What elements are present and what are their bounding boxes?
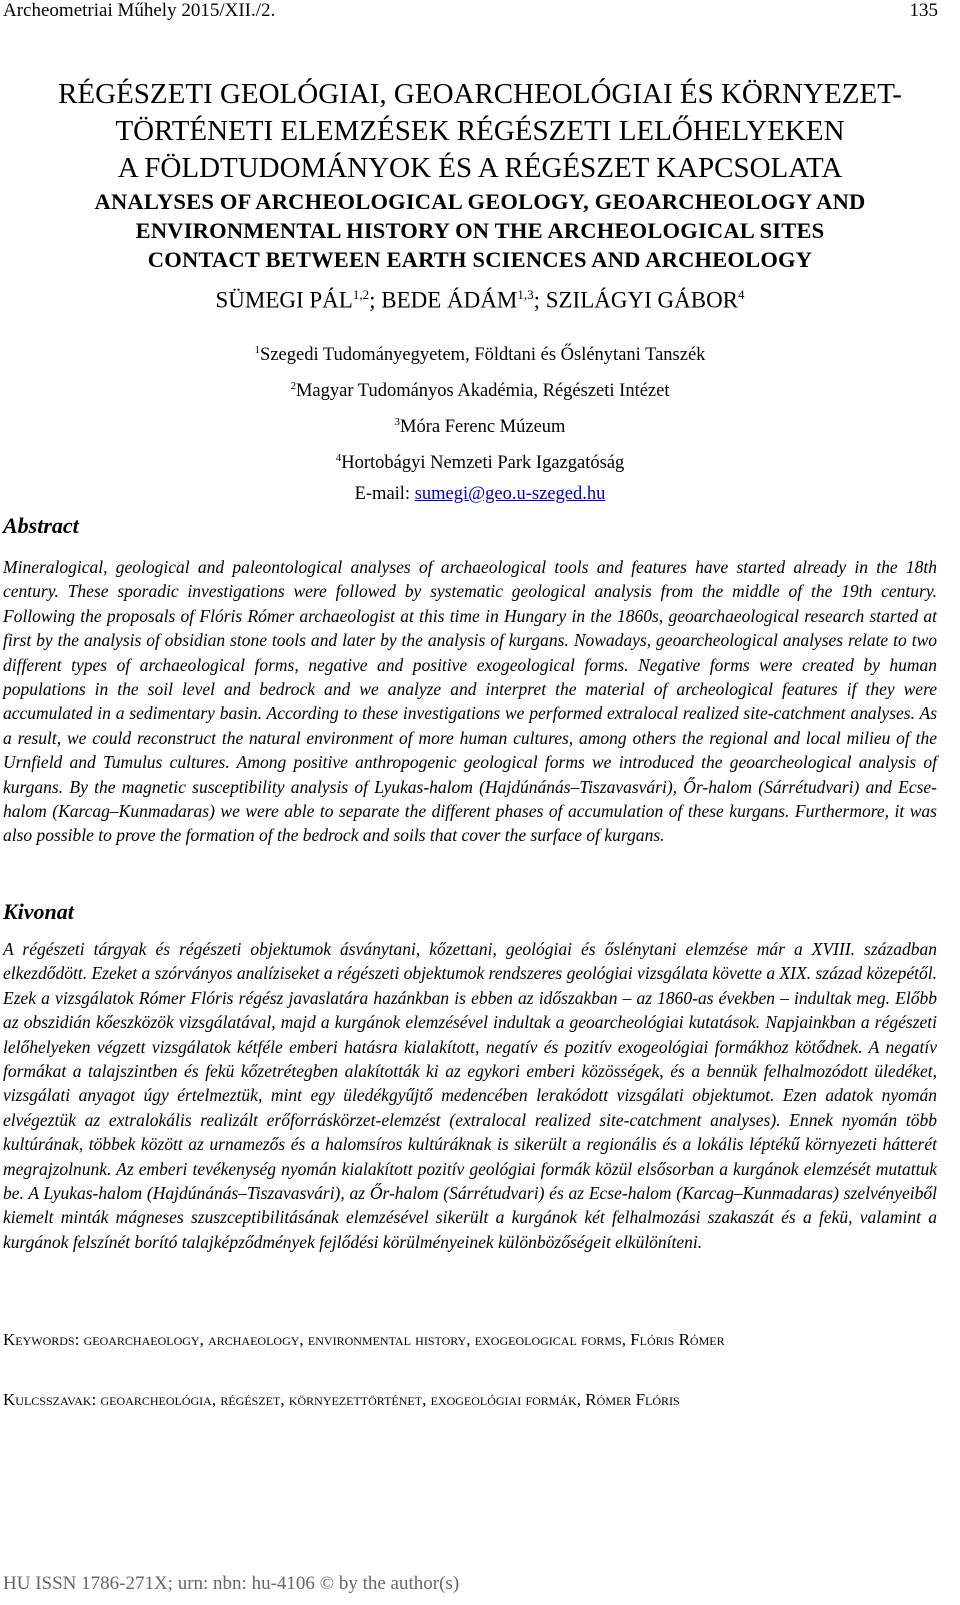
author-affiliation-mark: 1,2 bbox=[352, 287, 370, 302]
affiliation-number: 4 bbox=[335, 452, 342, 464]
abstract-text: Mineralogical, geological and paleontological analyses of archaeological tools and features have started already in the 18th century. These sporadic investigations were followed by systematic geological analysis from the middle of the 19th century. Following the proposals of Flóris Rómer archaeologist at this time in Hungary in the 1860s, geoarchaeological research started at first by the analysis of obsidian stone tools and later by the analysis of kurgans. Nowadays, geoarcheological analyses relate to two different types of archaeological forms, negative and positive exogeological forms. Negative forms were created by human populations in the soil level and bedrock and we analyze and interpret the material of archeological features if they were accumulated in a sedimentary basin. According to these investigations we performed extralocal realized site-catchment analyses. As a result, we could reconstruct the natural environment of more human cultures, among others the regional and local milieu of the Urnfield and Tumulus cultures. Among positive anthropogenic geological forms we introduced the geoarcheological analysis of kurgans. By the magnetic susceptibility analysis of Lyukas-halom (Hajdúnánás–Tiszavasvári), Őr-halom (Sárrétudvari) and Ecse-halom (Karcag–Kunmadaras) we were able to separate the different phases of accumulation of these kurgans. Furthermore, it was also possible to prove the formation of the bedrock and soils that cover the surface of kurgans. bbox=[3, 557, 937, 846]
affiliation-text: Szegedi Tudományegyetem, Földtani és Őslénytani Tanszék bbox=[260, 345, 706, 366]
journal-header: Archeometriai Műhely 2015/XII./2. bbox=[3, 0, 276, 21]
author-name: BEDE ÁDÁM bbox=[381, 287, 518, 313]
english-title-line: ENVIRONMENTAL HISTORY ON THE ARCHEOLOGICAL SITES bbox=[135, 218, 825, 243]
affiliation bbox=[0, 374, 960, 403]
affiliation-number: 2 bbox=[290, 380, 296, 392]
english-title-line: CONTACT BETWEEN EARTH SCIENCES AND ARCHEOLOGY bbox=[147, 247, 813, 272]
page-number: 135 bbox=[909, 0, 938, 21]
affiliation-text: Móra Ferenc Múzeum bbox=[400, 417, 566, 438]
keywords-hungarian: Kulcsszavak: geoarcheológia, régészet, környezettörténet, exogeológiai formák, Rómer Flóris bbox=[3, 1390, 680, 1409]
affiliation bbox=[0, 338, 960, 367]
english-title bbox=[0, 187, 960, 274]
author-name: SZILÁGYI GÁBOR bbox=[545, 287, 739, 313]
kivonat-text: A régészeti tárgyak és régészeti objektumok ásványtani, kőzettani, geológiai és őslénytani elemzése már a XVIII. században elkezdődött. Ezeket a szórványos analíziseket a régészeti objektumok rendszeres geológiai vizsgálata követte a XIX. század közepétől. Ezek a vizsgálatok Rómer Flóris régész javaslatára hazánkban is ebben az időszakban – az 1860-as években – indultak meg. Előbb az obszidián kőeszközök vizsgálatával, majd a kurgánok elemzésével indultak a geoarcheológiai kutatások. Napjainkban a régészeti lelőhelyeken végzett vizsgálatok kétféle emberi hatásra kialakított, negatív és pozitív exogeológiai formákhoz kötődnek. A negatív formákat a talajszintben és fekü kőzetrétegben alakították ki az egykori emberi közösségek, és a bennük felhalmozódott üledéket, vizsgálati anyagot úgy értelmeztük, mint egy üledékgyűjtő medencében lerakódott vizsgálati objektumot. Ezen adatok nyomán elvégeztük az extralokális realizált erőforráskörzet-elemzést (extralocal realized site-catchment analyses). Ennek nyomán több kultúrának, többek között az urnamezős és a halomsíros kultúráknak is sikerült a regionális és a lokális léptékű környezeti hátterét megrajzolnunk. Az emberi tevékenység nyomán kialakított pozitív geológiai formák közül elsősorban a kurgánok elemzését mutattuk be. A Lyukas-halom (Hajdúnánás–Tiszavasvári), az Őr-halom (Sárrétudvari) és az Ecse-halom (Karcag–Kunmadaras) szelvényeiből kiemelt minták mágneses szuszceptibilitásának elemzésével sikerült a kurgánok két felhalmozási szakaszát és a fekü, valamint a kurgánok felszínét borító talajképződmények fejlődési körülményeinek különbözőségeit elkülöníteni. bbox=[3, 939, 937, 1252]
affiliation-text: Hortobágyi Nemzeti Park Igazgatóság bbox=[341, 453, 625, 474]
footer-issn: HU ISSN 1786-271X; urn: nbn: hu-4106 © by the author(s) bbox=[3, 1573, 460, 1594]
affiliation-number: 1 bbox=[254, 344, 261, 356]
affiliation bbox=[0, 446, 960, 475]
affiliation-text: Magyar Tudományos Akadémia, Régészeti Intézet bbox=[295, 381, 670, 402]
kivonat-heading: Kivonat bbox=[3, 899, 74, 924]
hungarian-title bbox=[0, 76, 960, 187]
author-separator: ; bbox=[533, 287, 546, 313]
author-affiliation-mark: 4 bbox=[738, 287, 745, 302]
hungarian-title-line: RÉGÉSZETI GEOLÓGIAI, GEOARCHEOLÓGIAI ÉS KÖRNYEZET- bbox=[58, 78, 902, 110]
author-affiliation-mark: 1,3 bbox=[517, 287, 534, 302]
hungarian-title-line: A FÖLDTUDOMÁNYOK ÉS A RÉGÉSZET KAPCSOLATA bbox=[117, 152, 843, 184]
author-separator: ; bbox=[369, 287, 382, 313]
author-list bbox=[0, 280, 960, 316]
affiliation bbox=[0, 410, 960, 439]
email-link[interactable]: sumegi@geo.u-szeged.hu bbox=[414, 484, 606, 504]
hungarian-title-line: TÖRTÉNETI ELEMZÉSEK RÉGÉSZETI LELŐHELYEKEN bbox=[115, 115, 845, 147]
affiliation-number: 3 bbox=[394, 416, 401, 428]
abstract-heading: Abstract bbox=[3, 513, 79, 538]
english-title-line: ANALYSES OF ARCHEOLOGICAL GEOLOGY, GEOARCHEOLOGY AND bbox=[94, 189, 866, 214]
email-line bbox=[0, 482, 960, 506]
author-name: SÜMEGI PÁL bbox=[215, 287, 353, 313]
keywords-english: Keywords: geoarchaeology, archaeology, environmental history, exogeological forms, Flóris Rómer bbox=[3, 1330, 725, 1349]
email-label: E-mail: bbox=[354, 484, 415, 504]
